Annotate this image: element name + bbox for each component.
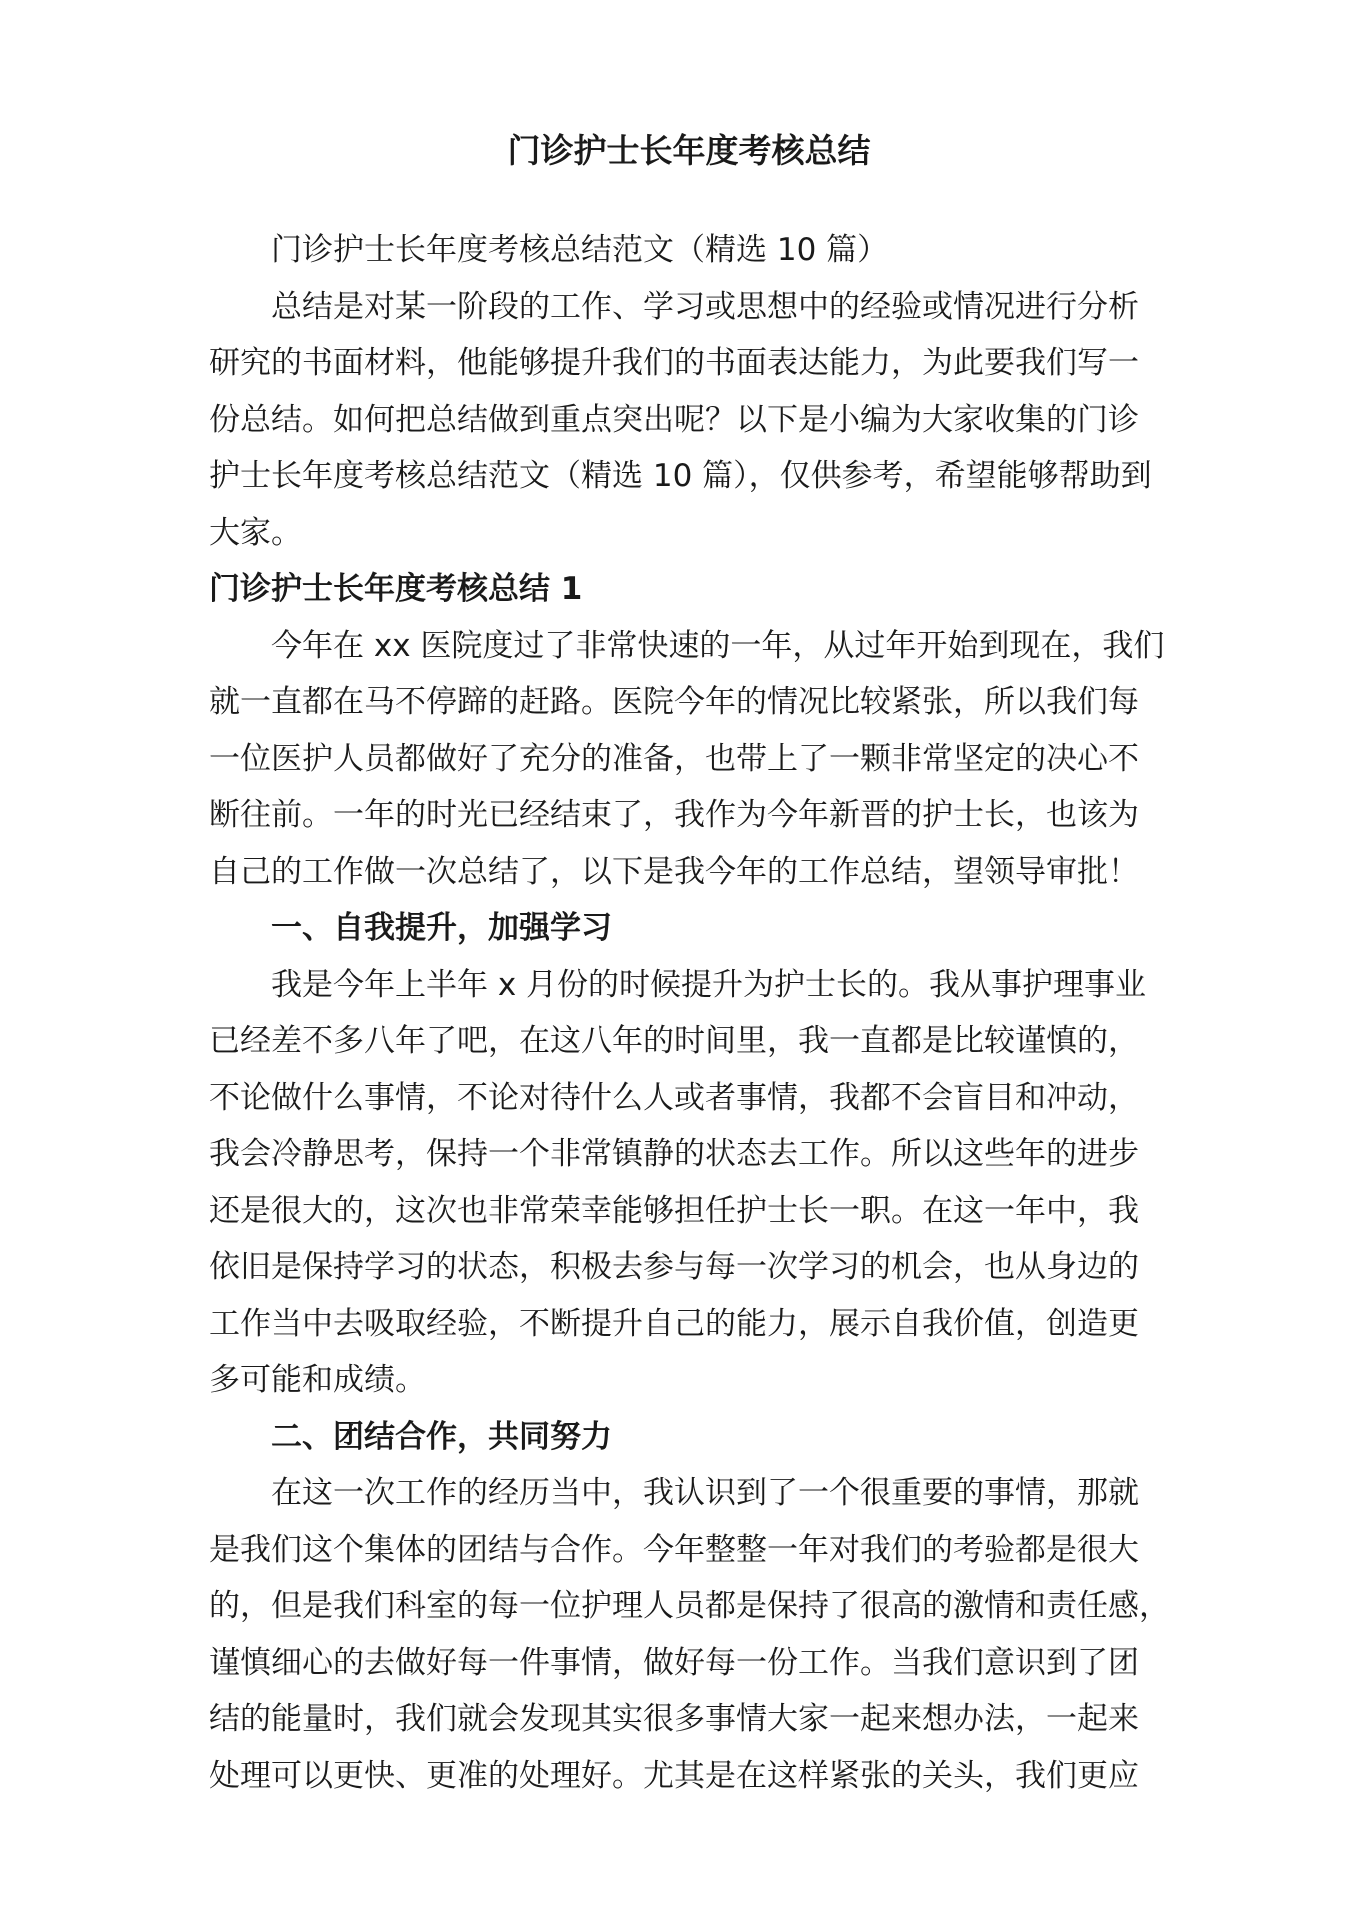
text-line: 我会冷静思考，保持一个非常镇静的状态去工作。所以这些年的进步 — [209, 1136, 1139, 1172]
text-line: 结的能量时，我们就会发现其实很多事情大家一起来想办法，一起来 — [209, 1701, 1139, 1737]
text-line: 大家。 — [209, 514, 302, 551]
text-line: 已经差不多八年了吧，在这八年的时间里，我一直都是比较谨慎的， — [209, 1023, 1139, 1059]
text-line: 谨慎细心的去做好每一件事情，做好每一份工作。当我们意识到了团 — [209, 1644, 1139, 1681]
text-line: 总结是对某一阶段的工作、学习或思想中的经验或情况进行分析 — [271, 288, 1139, 325]
text-line: 研究的书面材料，他能够提升我们的书面表达能力，为此要我们写一 — [209, 345, 1139, 381]
section-paragraph — [209, 1465, 1177, 1804]
section-paragraph — [209, 957, 1177, 1409]
text-line: 一位医护人员都做好了充分的准备，也带上了一颗非常坚定的决心不 — [209, 740, 1139, 777]
document-page — [209, 0, 1177, 1929]
document-title: 门诊护士长年度考核总结 — [507, 131, 871, 170]
text-line: 还是很大的，这次也非常荣幸能够担任护士长一职。在这一年中，我 — [209, 1192, 1139, 1229]
text-line: 多可能和成绩。 — [209, 1362, 426, 1398]
text-line: 份总结。如何把总结做到重点突出呢？以下是小编为大家收集的门诊 — [209, 401, 1139, 438]
text-line: 工作当中去吸取经验，不断提升自己的能力，展示自我价值，创造更 — [209, 1305, 1139, 1342]
section-paragraph — [209, 618, 1177, 901]
text-line: 在这一次工作的经历当中，我认识到了一个很重要的事情，那就 — [271, 1475, 1139, 1511]
document-subtitle — [209, 222, 1177, 279]
document-body — [209, 222, 1177, 1804]
text-line: 是我们这个集体的团结与合作。今年整整一年对我们的考验都是很大 — [209, 1531, 1139, 1568]
text-line: 护士长年度考核总结范文（精选 10 篇），仅供参考，希望能够帮助到 — [209, 458, 1152, 494]
text-line: 处理可以更快、更准的处理好。尤其是在这样紧张的关头，我们更应 — [209, 1757, 1139, 1794]
intro-paragraph — [209, 279, 1177, 562]
text-line: 就一直都在马不停蹄的赶路。医院今年的情况比较紧张，所以我们每 — [209, 684, 1139, 720]
subheading-teamwork: 二、团结合作，共同努力 — [271, 1418, 612, 1455]
text-line: 的，但是我们科室的每一位护理人员都是保持了很高的激情和责任感， — [209, 1588, 1170, 1624]
text-line: 依旧是保持学习的状态，积极去参与每一次学习的机会，也从身边的 — [209, 1249, 1139, 1285]
subheading-self-improvement: 一、自我提升，加强学习 — [271, 910, 612, 946]
subtitle-line: 门诊护士长年度考核总结范文（精选 10 篇） — [271, 232, 889, 268]
text-line: 不论做什么事情，不论对待什么人或者事情，我都不会盲目和冲动， — [209, 1079, 1139, 1116]
text-line: 今年在 xx 医院度过了非常快速的一年，从过年开始到现在，我们 — [271, 627, 1165, 664]
section-heading: 门诊护士长年度考核总结 1 — [209, 571, 583, 607]
text-line: 我是今年上半年 x 月份的时候提升为护士长的。我从事护理事业 — [271, 966, 1147, 1003]
text-line: 断往前。一年的时光已经结束了，我作为今年新晋的护士长，也该为 — [209, 797, 1139, 833]
text-line: 自己的工作做一次总结了，以下是我今年的工作总结，望领导审批！ — [209, 853, 1139, 890]
